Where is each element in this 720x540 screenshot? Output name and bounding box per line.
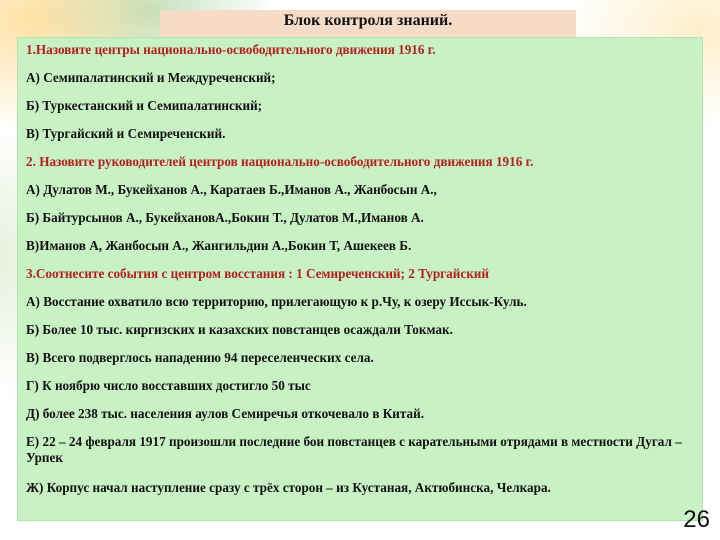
question-2: 2. Назовите руководителей центров национально-освободительного движения 1916 г. <box>26 154 534 169</box>
event-g: Ж) Корпус начал наступление сразу с трёх сторон – из Кустаная, Актюбинска, Челкара. <box>26 480 551 495</box>
quiz-panel <box>17 37 703 521</box>
event-d: Г) К ноябрю число восставших достигло 50 тыс <box>26 378 311 393</box>
page-title: Блок контроля знаний. <box>283 12 453 29</box>
question-1-option-c: В) Тургайский и Семиреченский. <box>26 126 226 141</box>
question-2-option-c: В)Иманов А, Жанбосын А., Жангильдин А.,Бокин Т, Ашекеев Б. <box>26 238 412 253</box>
event-a: А) Восстание охватило всю территорию, прилегающую к р.Чу, к озеру Иссык-Куль. <box>26 294 527 309</box>
question-3: 3.Соотнесите события с центром восстания : 1 Семиреченский; 2 Тургайский <box>26 266 489 281</box>
event-f: Е) 22 – 24 февраля 1917 произошли последние бои повстанцев с карательными отрядами в местности Дугал – Урпек <box>26 434 682 465</box>
event-b: Б) Более 10 тыс. киргизских и казахских повстанцев осаждали Токмак. <box>26 322 453 337</box>
question-1: 1.Назовите центры национально-освободительного движения 1916 г. <box>26 42 436 57</box>
question-2-option-a: А) Дулатов М., Букейханов А., Каратаев Б.,Иманов А., Жанбосын А., <box>26 182 437 197</box>
event-e: Д) более 238 тыс. населения аулов Семиречья откочевало в Китай. <box>26 406 425 421</box>
page-number: 26 <box>683 506 710 533</box>
event-c: В) Всего подверглось нападению 94 переселенческих села. <box>26 350 374 365</box>
question-1-option-b: Б) Туркестанский и Семипалатинский; <box>26 98 263 113</box>
question-2-option-b: Б) Байтурсынов А., БукейхановА.,Бокин Т., Дулатов М.,Иманов А. <box>26 210 424 225</box>
question-1-option-a: А) Семипалатинский и Междуреченский; <box>26 70 276 85</box>
